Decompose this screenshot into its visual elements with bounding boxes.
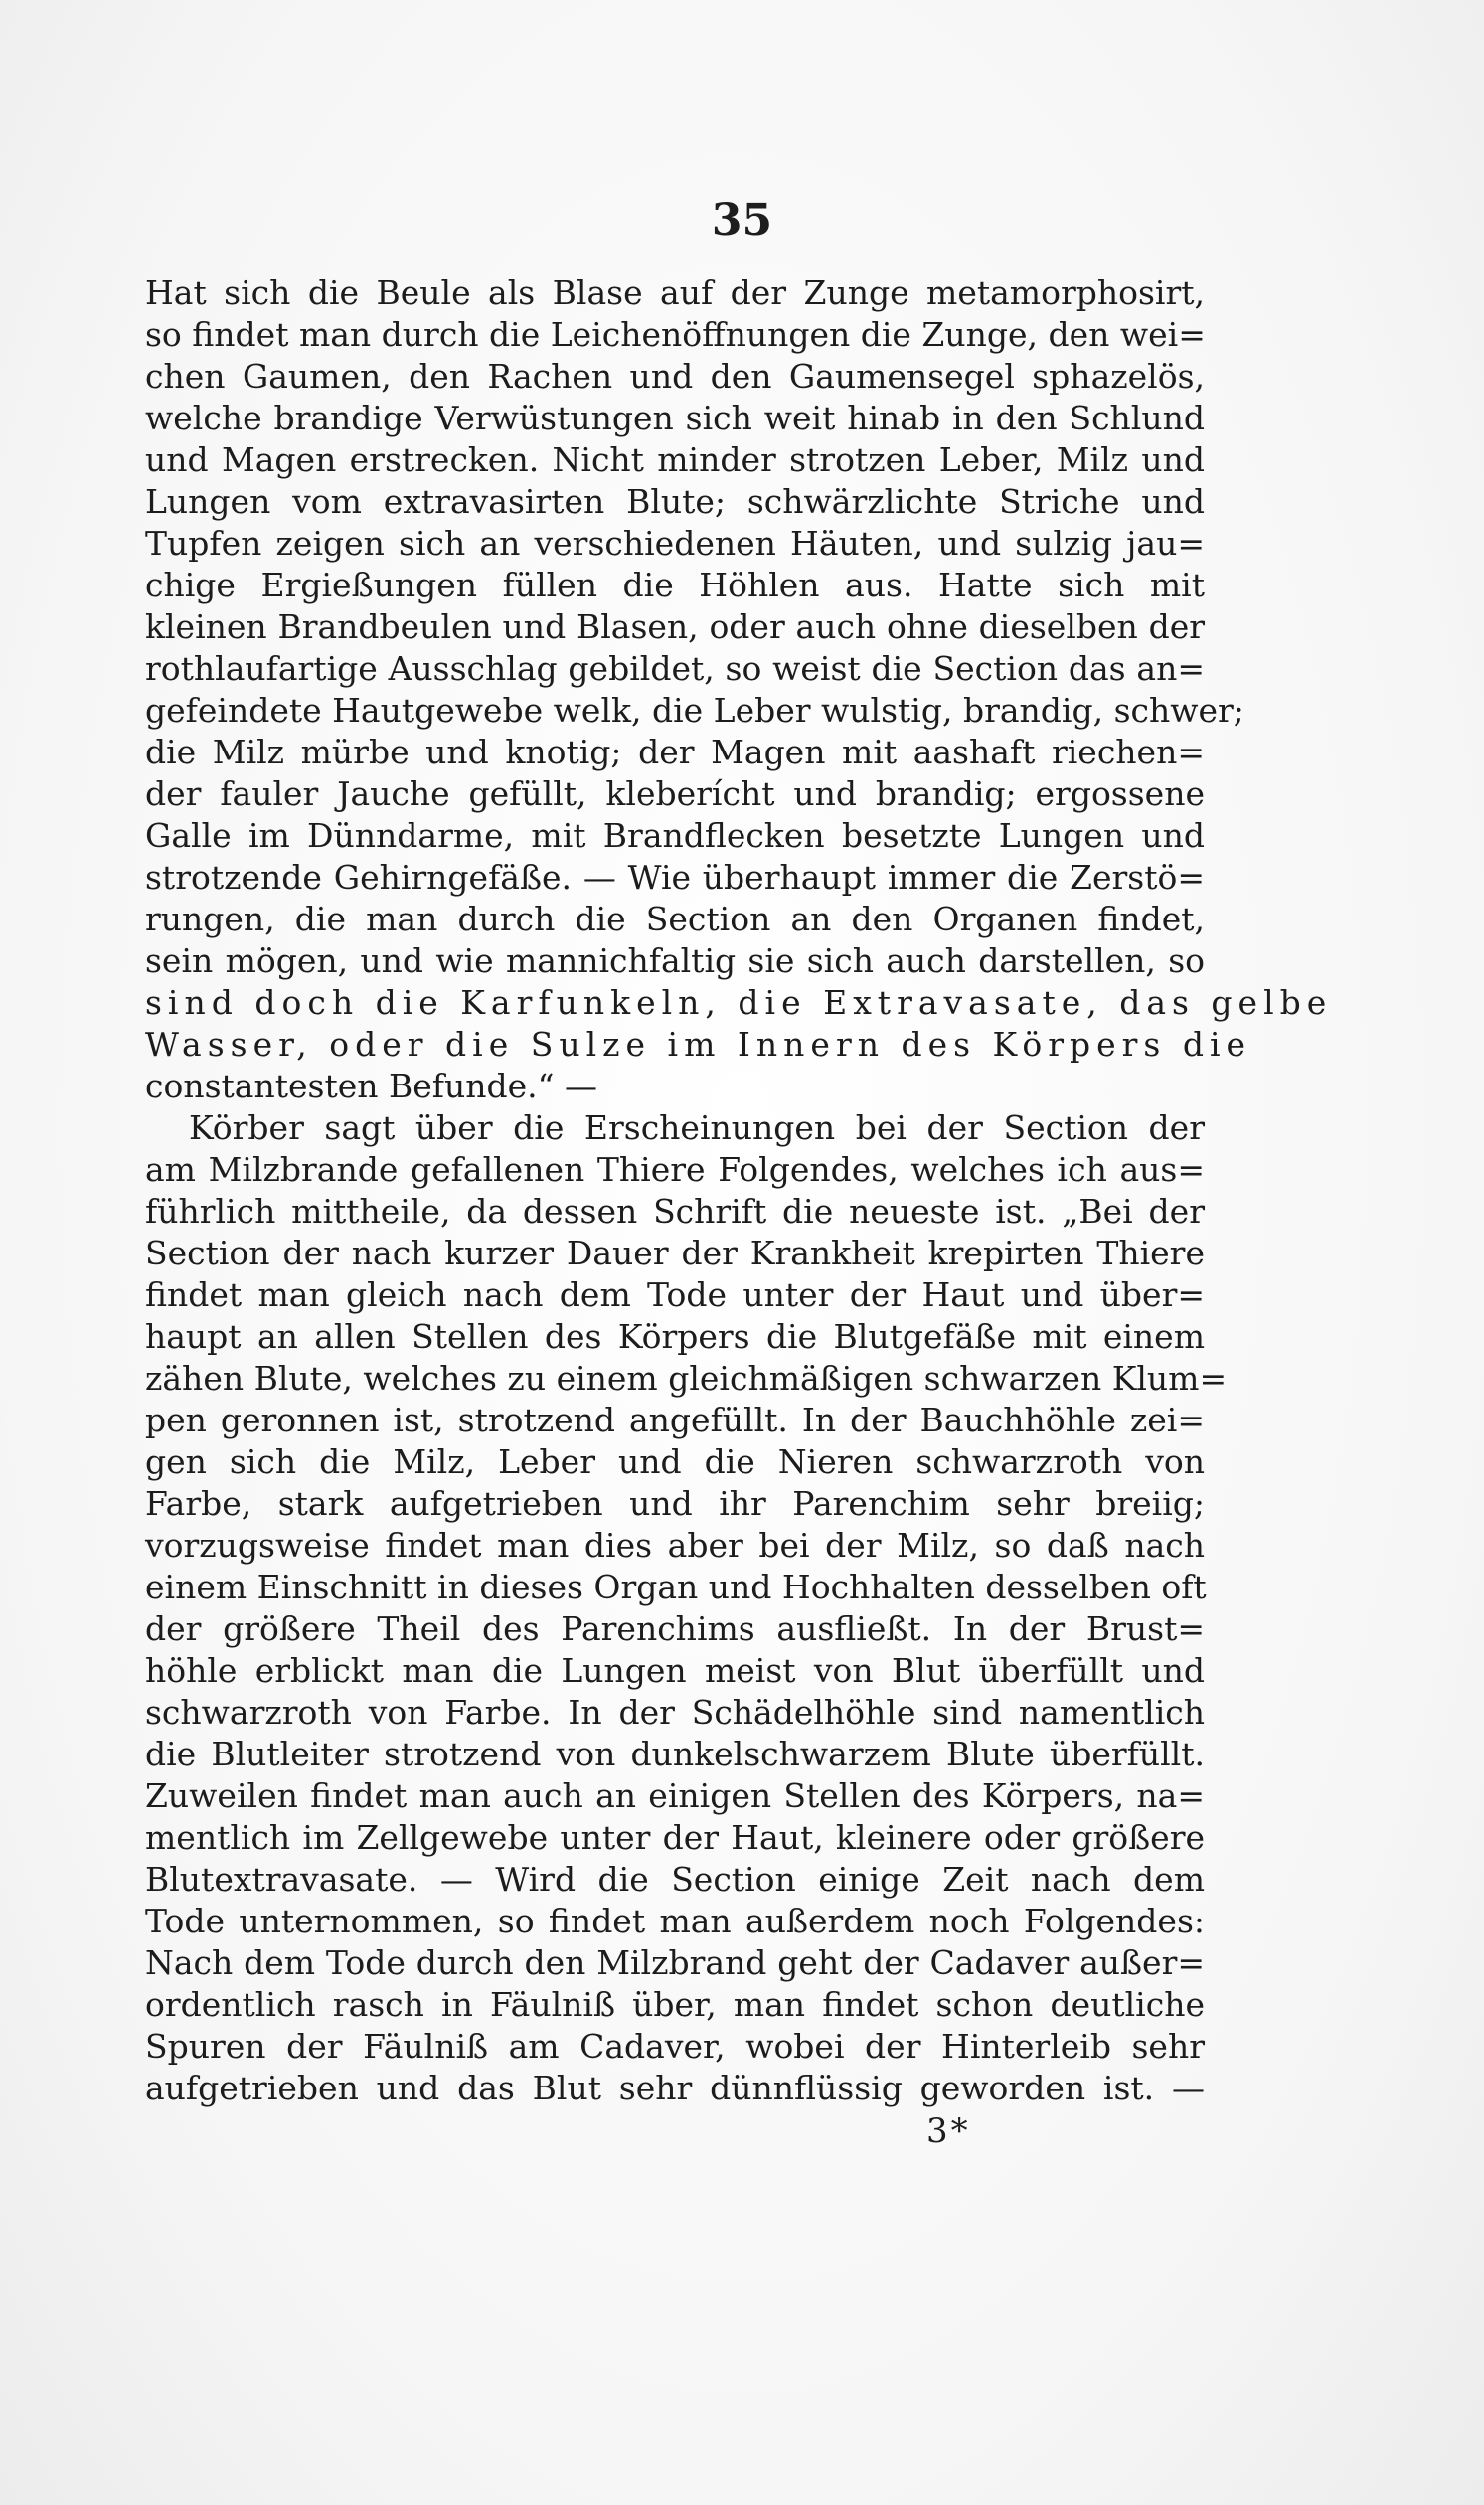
text-line: mentlich im Zellgewebe unter der Haut, kleinere oder größere: [145, 1818, 1205, 1857]
text-line: und Magen erstrecken. Nicht minder strotzen Leber, Milz und: [145, 440, 1205, 479]
text-line: die Blutleiter strotzend von dunkelschwarzem Blute überfüllt.: [145, 1735, 1205, 1773]
text-line: Spuren der Fäulniß am Cadaver, wobei der Hinterleib sehr: [145, 2027, 1205, 2066]
text-line: kleinen Brandbeulen und Blasen, oder auch ohne dieselben der: [145, 607, 1205, 646]
text-line: Tode unternommen, so findet man außerdem noch Folgendes:: [145, 1902, 1205, 1940]
text-line: haupt an allen Stellen des Körpers die Blutgefäße mit einem: [145, 1317, 1205, 1356]
text-line: ordentlich rasch in Fäulniß über, man findet schon deutliche: [145, 1985, 1205, 2024]
text-line: zähen Blute, welches zu einem gleichmäßigen schwarzen Klum=: [145, 1359, 1228, 1398]
text-line: aufgetrieben und das Blut sehr dünnflüssig geworden ist. —: [145, 2069, 1205, 2107]
text-line-spaced: sind doch die Karfunkeln, die Extravasate, das gelbe: [145, 983, 1333, 1022]
text-line: am Milzbrande gefallenen Thiere Folgendes, welches ich aus=: [145, 1150, 1205, 1189]
text-line-paragraph-start: Körber sagt über die Erscheinungen bei der Section der: [189, 1108, 1205, 1147]
text-line: der fauler Jauche gefüllt, kleberícht und brandig; ergossene: [145, 774, 1205, 813]
text-line: rungen, die man durch die Section an den Organen findet,: [145, 900, 1205, 938]
text-line: gen sich die Milz, Leber und die Nieren schwarzroth von: [145, 1442, 1205, 1481]
text-line-spaced: Wasser, oder die Sulze im Innern des Körpers die: [145, 1025, 1252, 1064]
body-text: [145, 272, 1333, 2109]
text-line: schwarzroth von Farbe. In der Schädelhöhle sind namentlich: [145, 1693, 1205, 1732]
text-line: rothlaufartige Ausschlag gebildet, so weist die Section das an=: [145, 649, 1205, 688]
text-line: Tupfen zeigen sich an verschiedenen Häuten, und sulzig jau=: [145, 524, 1205, 563]
text-line: Section der nach kurzer Dauer der Krankheit krepirten Thiere: [145, 1234, 1205, 1272]
text-line: welche brandige Verwüstungen sich weit hinab in den Schlund: [145, 399, 1205, 437]
text-line-paragraph-end: constantesten Befunde.“ —: [145, 1067, 597, 1105]
text-line: Lungen vom extravasirten Blute; schwärzlichte Striche und: [145, 482, 1205, 521]
text-line: Blutextravasate. — Wird die Section einige Zeit nach dem: [145, 1860, 1205, 1899]
text-line: chige Ergießungen füllen die Höhlen aus. Hatte sich mit: [145, 566, 1205, 604]
text-line: pen geronnen ist, strotzend angefüllt. In der Bauchhöhle zei=: [145, 1401, 1205, 1439]
text-line: vorzugsweise findet man dies aber bei der Milz, so daß nach: [145, 1526, 1205, 1565]
text-line: führlich mittheile, da dessen Schrift die neueste ist. „Bei der: [145, 1192, 1205, 1231]
text-line: strotzende Gehirngefäße. — Wie überhaupt immer die Zerstö=: [145, 858, 1205, 897]
text-line: gefeindete Hautgewebe welk, die Leber wulstig, brandig, schwer;: [145, 691, 1244, 730]
text-line: findet man gleich nach dem Tode unter der Haut und über=: [145, 1275, 1205, 1314]
text-line: chen Gaumen, den Rachen und den Gaumensegel sphazelös,: [145, 357, 1205, 396]
text-line: Zuweilen findet man auch an einigen Stellen des Körpers, na=: [145, 1776, 1205, 1815]
text-line: die Milz mürbe und knotig; der Magen mit aashaft riechen=: [145, 733, 1205, 771]
text-line: Hat sich die Beule als Blase auf der Zunge metamorphosirt,: [145, 273, 1205, 312]
text-line: Galle im Dünndarme, mit Brandflecken besetzte Lungen und: [145, 816, 1205, 855]
text-line: höhle erblickt man die Lungen meist von Blut überfüllt und: [145, 1651, 1205, 1690]
text-line: Nach dem Tode durch den Milzbrand geht der Cadaver außer=: [145, 1943, 1205, 1982]
text-line: der größere Theil des Parenchims ausfließt. In der Brust=: [145, 1609, 1205, 1648]
signature-mark: 3*: [926, 2111, 971, 2151]
text-line: Farbe, stark aufgetrieben und ihr Parenchim sehr breiig;: [145, 1484, 1205, 1523]
page-number: 35: [711, 195, 773, 246]
text-line: einem Einschnitt in dieses Organ und Hochhalten desselben oft: [145, 1568, 1207, 1606]
text-line: so findet man durch die Leichenöffnungen die Zunge, den wei=: [145, 315, 1206, 354]
text-line: sein mögen, und wie mannichfaltig sie sich auch darstellen, so: [145, 941, 1205, 980]
